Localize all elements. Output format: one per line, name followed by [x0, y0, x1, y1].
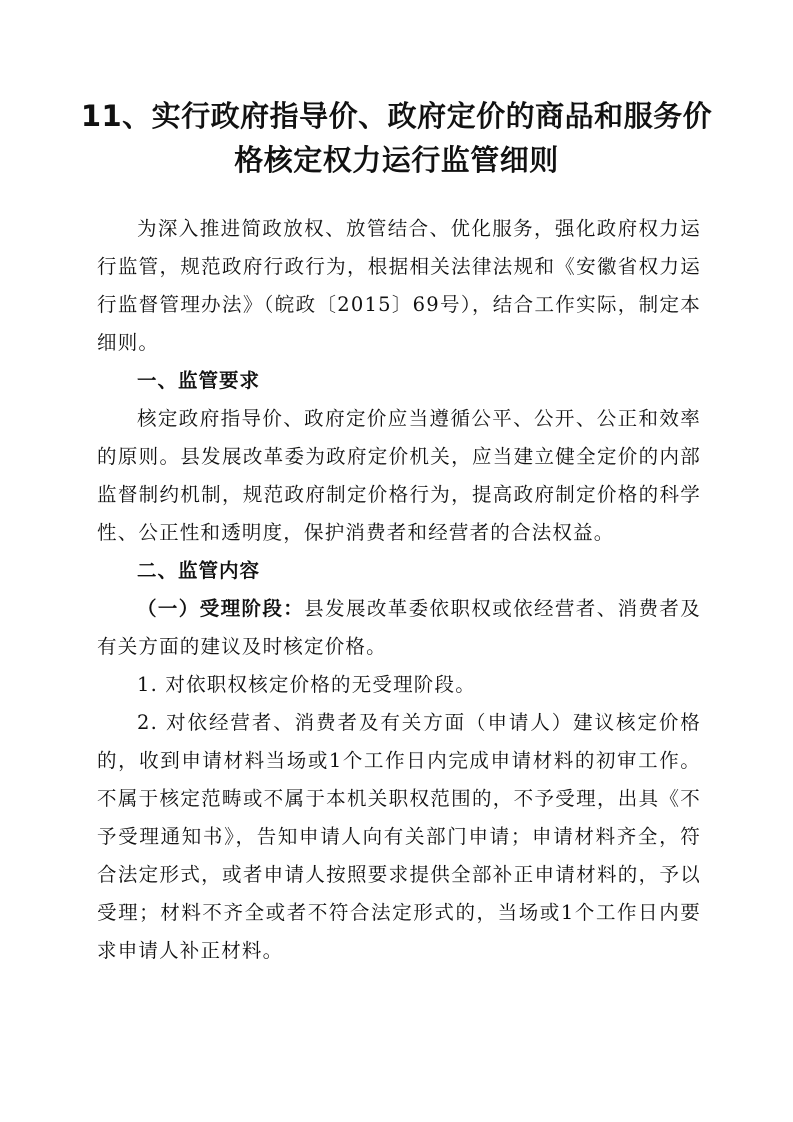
- list-item-2: 2. 对依经营者、消费者及有关方面（申请人）建议核定价格的，收到申请材料当场或1个工作日内完成申请材料的初审工作。不属于核定范畴或不属于本机关职权范围的，不予受理，出具《不予受理通知书》，告知申请人向有关部门申请；申请材料齐全，符合法定形式，或者申请人按照要求提供全部补正申请材料的，予以受理；材料不齐全或者不符合法定形式的，当场或1个工作日内要求申请人补正材料。: [97, 711, 701, 962]
- acceptance-stage-paragraph: [97, 590, 701, 666]
- document-title-line-2: 格核定权力运行监管细则: [234, 143, 559, 177]
- list-item-1: 1. 对依职权核定价格的无受理阶段。: [137, 673, 476, 696]
- section-heading-requirements: 一、监管要求: [137, 369, 261, 392]
- intro-paragraph: 为深入推进简政放权、放管结合、优化服务，强化政府权力运行监管，规范政府行政行为，根据相关法律法规和《安徽省权力运行监督管理办法》（皖政〔2015〕69号），结合工作实际，制定本细则。: [97, 217, 701, 354]
- acceptance-stage-label: （一）受理阶段：: [137, 597, 305, 620]
- document-body: [97, 210, 701, 970]
- document-title-line-1: 11、实行政府指导价、政府定价的商品和服务价: [80, 99, 713, 133]
- requirements-paragraph: 核定政府指导价、政府定价应当遵循公平、公开、公正和效率的原则。县发展改革委为政府定价机关，应当建立健全定价的内部监督制约机制，规范政府制定价格行为，提高政府制定价格的科学性、公正性和透明度，保护消费者和经营者的合法权益。: [97, 407, 701, 544]
- section-heading-content: 二、监管内容: [137, 559, 261, 582]
- acceptance-stage-text: 县发展改革委依职权或依经营者、消费者及有关方面的建议及时核定价格。: [97, 597, 701, 658]
